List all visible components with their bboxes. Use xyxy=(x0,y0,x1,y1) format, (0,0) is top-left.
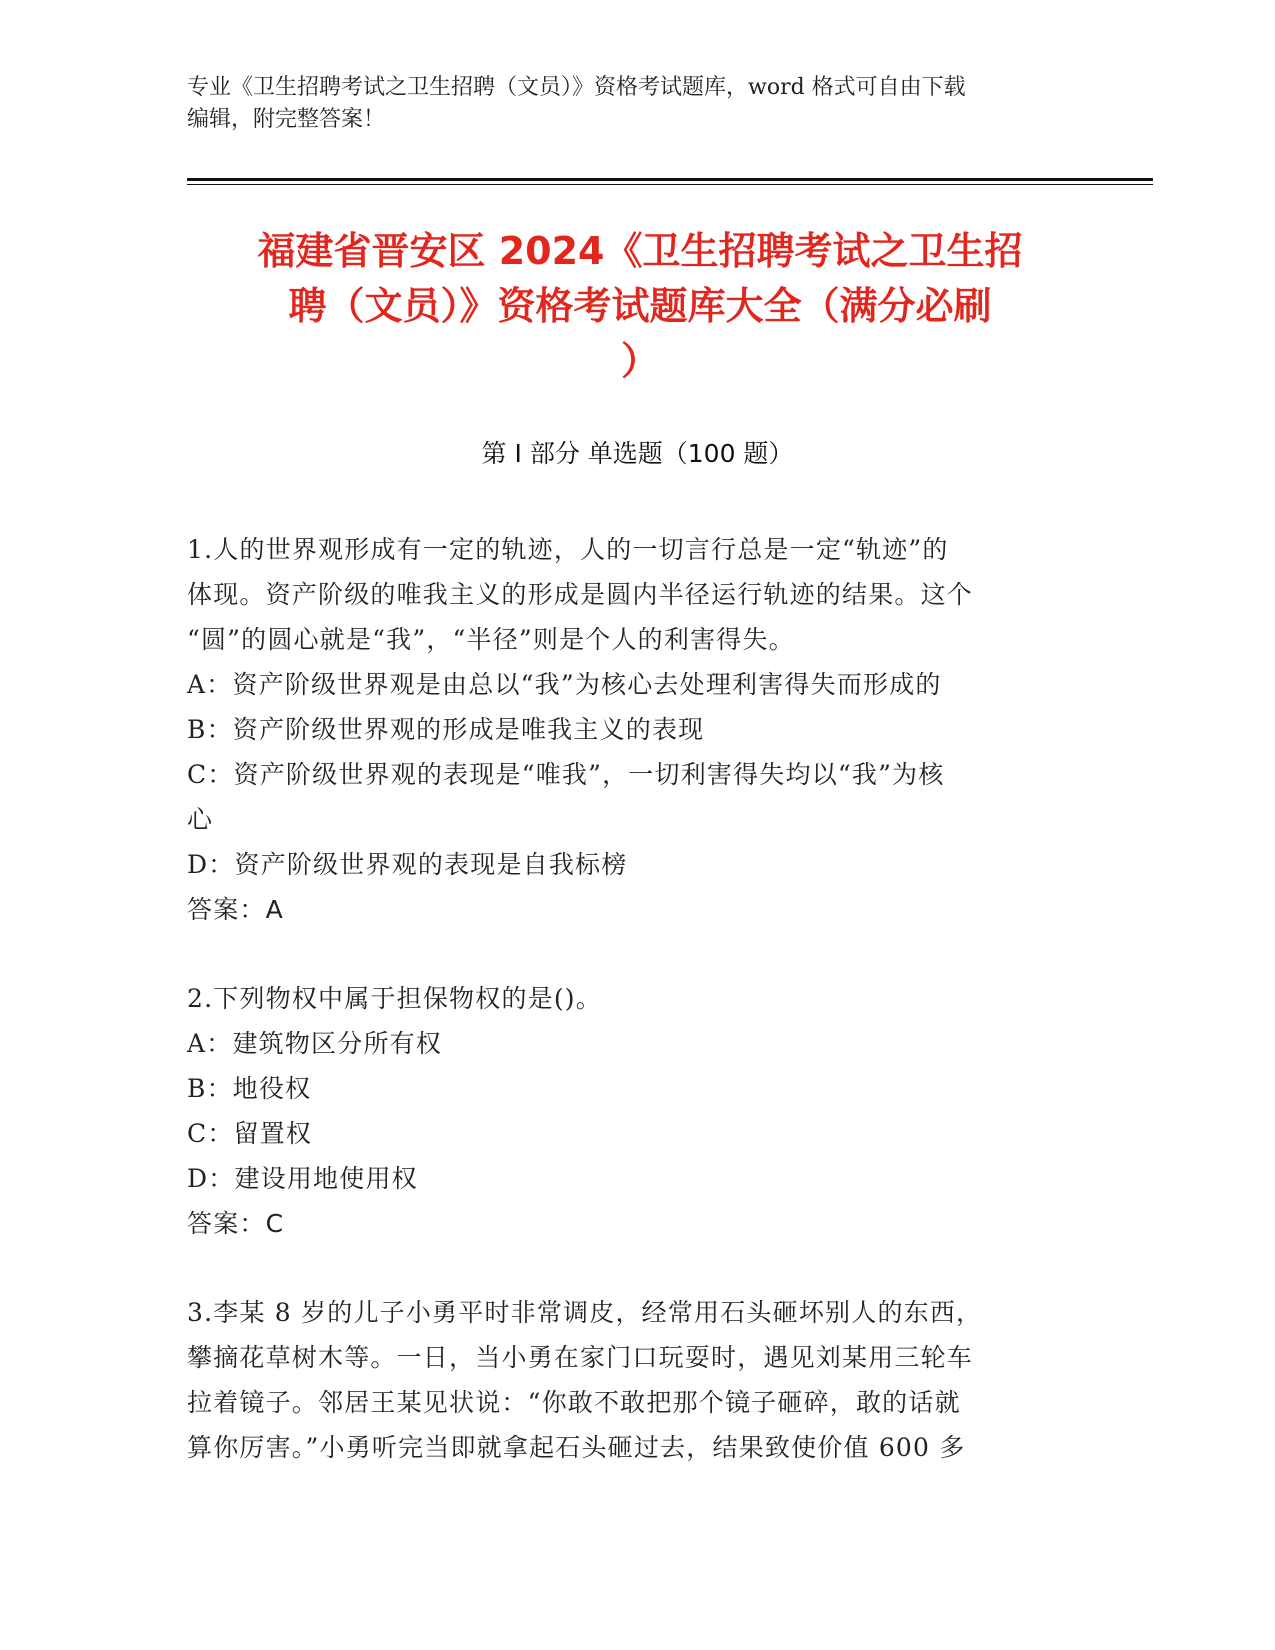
question-text-line: 3.李某 8 岁的儿子小勇平时非常调皮，经常用石头砸坏别人的东西， xyxy=(187,1298,983,1327)
header-line-2: 编辑，附完整答案！ xyxy=(187,107,386,132)
question-text-line: 算你厉害。”小勇听完当即就拿起石头砸过去，结果致使价值 600 多 xyxy=(187,1433,966,1462)
title-line-1: 福建省晋安区 2024《卫生招聘考试之卫生招 xyxy=(257,229,1023,273)
question-2 xyxy=(187,976,1067,1246)
question-text-line: 1.人的世界观形成有一定的轨迹，人的一切言行总是一定“轨迹”的 xyxy=(187,535,949,564)
spacer xyxy=(187,932,1067,976)
option-b: B：地役权 xyxy=(187,1074,312,1103)
answer-line: 答案：C xyxy=(187,1209,285,1238)
option-a: A：资产阶级世界观是由总以“我”为核心去处理利害得失而形成的 xyxy=(187,670,942,699)
title-line-2: 聘（文员）》资格考试题库大全（满分必刷 xyxy=(288,284,992,328)
option-d: D：资产阶级世界观的表现是自我标榜 xyxy=(187,850,628,879)
question-text-line: 拉着镜子。邻居王某见状说：“你敢不敢把那个镜子砸碎，敢的话就 xyxy=(187,1388,961,1417)
header-line-1: 专业《卫生招聘考试之卫生招聘（文员）》资格考试题库，word 格式可自由下载 xyxy=(187,75,966,100)
option-d: D：建设用地使用权 xyxy=(187,1164,418,1193)
option-c: C：资产阶级世界观的表现是“唯我”，一切利害得失均以“我”为核 xyxy=(187,760,945,789)
answer-line: 答案：A xyxy=(187,895,284,924)
page-header xyxy=(187,72,1067,136)
header-divider-thin xyxy=(187,184,1153,185)
question-1 xyxy=(187,527,1067,932)
option-a: A：建筑物区分所有权 xyxy=(187,1029,443,1058)
option-c-continued: 心 xyxy=(187,805,214,834)
title-line-3: ） xyxy=(620,339,659,383)
question-text-line: 2.下列物权中属于担保物权的是()。 xyxy=(187,984,602,1013)
question-text-line: 攀摘花草树木等。一日，当小勇在家门口玩耍时，遇见刘某用三轮车 xyxy=(187,1343,974,1372)
option-b: B：资产阶级世界观的形成是唯我主义的表现 xyxy=(187,715,705,744)
section-title: 第 I 部分 单选题（100 题） xyxy=(481,439,794,468)
option-c: C：留置权 xyxy=(187,1119,313,1148)
question-list xyxy=(187,527,1067,1470)
question-text-line: 体现。资产阶级的唯我主义的形成是圆内半径运行轨迹的结果。这个 xyxy=(187,580,974,609)
question-text-line: “圆”的圆心就是“我”，“半径”则是个人的利害得失。 xyxy=(187,625,795,654)
question-3 xyxy=(187,1290,1067,1470)
header-divider-thick xyxy=(187,178,1153,181)
document-title xyxy=(160,224,1120,389)
spacer xyxy=(187,1246,1067,1290)
